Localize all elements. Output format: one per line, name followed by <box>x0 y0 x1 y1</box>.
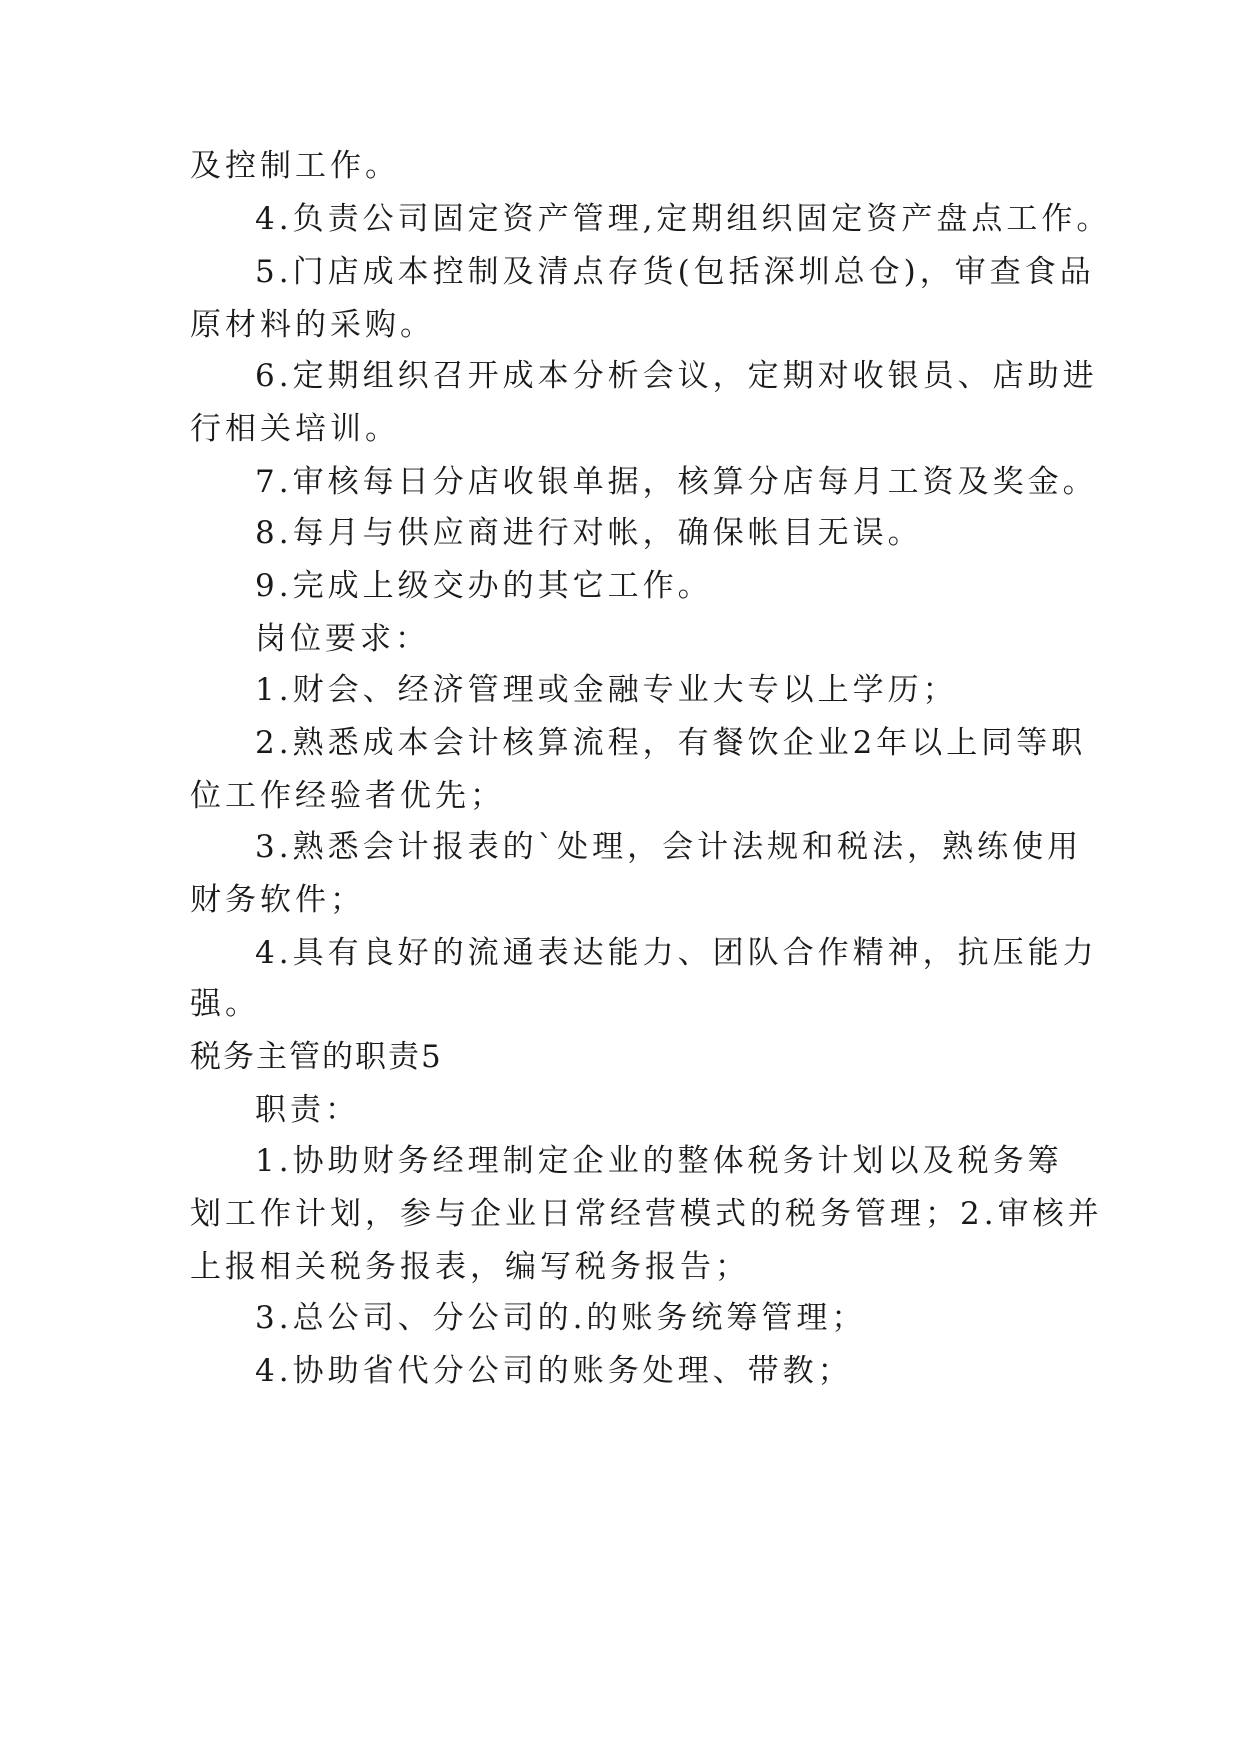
text-line: 4.负责公司固定资产管理,定期组织固定资产盘点工作。 <box>255 201 1112 237</box>
text-line: 7.审核每日分店收银单据，核算分店每月工资及奖金。 <box>255 464 1098 500</box>
text-line: 2.熟悉成本会计核算流程，有餐饮企业2年以上同等职 <box>255 725 1087 761</box>
text-line: 行相关培训。 <box>190 411 400 447</box>
text-line: 强。 <box>190 986 260 1022</box>
text-line: 1.协助财务经理制定企业的整体税务计划以及税务筹 <box>255 1143 1063 1179</box>
text-line: 原材料的采购。 <box>190 307 435 343</box>
text-line: 4.协助省代分公司的账务处理、带教； <box>255 1353 853 1389</box>
text-line: 9.完成上级交办的其它工作。 <box>255 568 713 604</box>
text-line: 划工作计划，参与企业日常经营模式的税务管理；2.审核并 <box>190 1196 1103 1232</box>
text-line: 5.门店成本控制及清点存货(包括深圳总仓)，审查食品 <box>255 254 1095 290</box>
text-line: 及控制工作。 <box>190 148 400 184</box>
text-line: 3.总公司、分公司的.的账务统筹管理； <box>255 1300 867 1336</box>
text-line: 1.财会、经济管理或金融专业大专以上学历； <box>255 672 958 708</box>
text-line: 4.具有良好的流通表达能力、团队合作精神，抗压能力 <box>255 935 1098 971</box>
text-line: 位工作经验者优先； <box>190 778 505 814</box>
section-title: 税务主管的职责5 <box>190 1039 443 1075</box>
text-line: 8.每月与供应商进行对帐，确保帐目无误。 <box>255 515 923 551</box>
section-heading: 职责： <box>255 1092 360 1128</box>
text-line: 3.熟悉会计报表的`处理，会计法规和税法，熟练使用 <box>255 829 1083 865</box>
section-heading: 岗位要求： <box>255 621 430 657</box>
text-line: 6.定期组织召开成本分析会议，定期对收银员、店助进 <box>255 358 1098 394</box>
text-line: 财务软件； <box>190 882 365 918</box>
text-line: 上报相关税务报表，编写税务报告； <box>190 1249 750 1285</box>
